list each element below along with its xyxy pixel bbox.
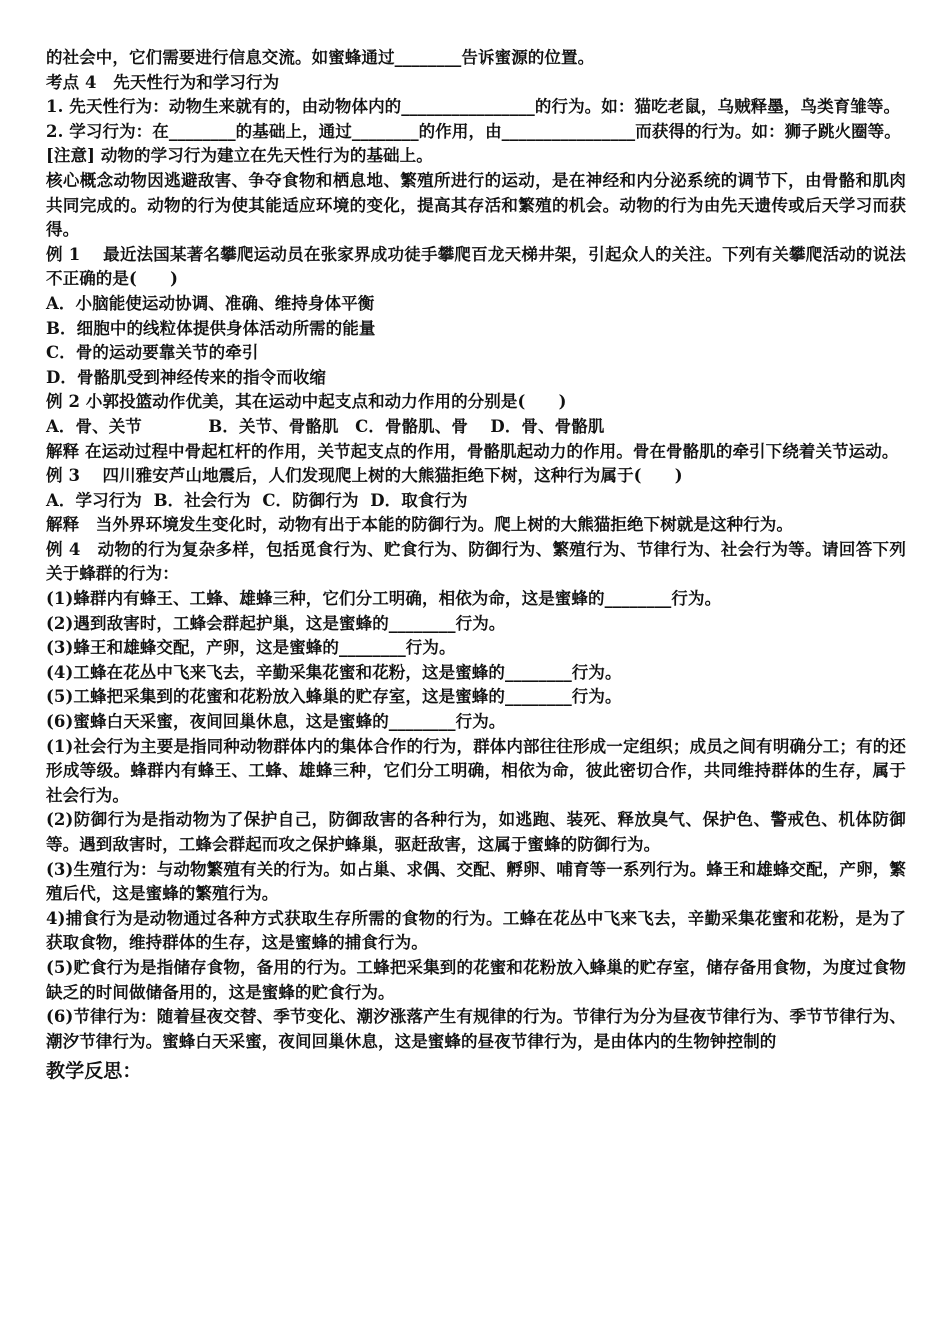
example-4-item-2: (2)遇到敌害时，工蜂会群起护巢，这是蜜蜂的________行为。 [46, 613, 506, 633]
answer-2: (2)防御行为是指动物为了保护自己，防御敌害的各种行为，如逃跑、装死、释放臭气、保护色、警戒色、机体防御等。遇到敌害时，工蜂会群起而攻之保护蜂巢，驱赶敌害，这属于蜜蜂的防御行为。 [46, 810, 906, 854]
answer-1: (1)社会行为主要是指同种动物群体内的集体合作的行为，群体内部往往形成一定组织；成员之间有明确分工；有的还形成等级。蜂群内有蜂王、工蜂、雄蜂三种，它们分工明确，相依为命，彼此密切合作，共同维持群体的生存，属于社会行为。 [46, 736, 906, 805]
example-1-option-c: C．骨的运动要靠关节的牵引 [46, 343, 259, 363]
paragraph-1: 的社会中，它们需要进行信息交流。如蜜蜂通过________告诉蜜源的位置。 [46, 48, 595, 67]
example-2-options: A．骨、关节 B．关节、骨骼肌 C．骨骼肌、骨 D．骨、骨骼肌 [46, 416, 605, 436]
example-4-item-1: (1)蜂群内有蜂王、工蜂、雄蜂三种，它们分工明确，相依为命，这是蜜蜂的________行为。 [46, 589, 722, 609]
answer-3: (3)生殖行为：与动物繁殖有关的行为。如占巢、求偶、交配、孵卵、哺育等一系列行为。蜂王和雄蜂交配，产卵，繁殖后代，这是蜜蜂的繁殖行为。 [46, 859, 906, 904]
answer-4: 4)捕食行为是动物通过各种方式获取生存所需的食物的行为。工蜂在花丛中飞来飞去，辛勤采集花蜜和花粉，是为了获取食物，维持群体的生存，这是蜜蜂的捕食行为。 [46, 908, 906, 953]
example-3-options: A．学习行为 B．社会行为 C．防御行为 D．取食行为 [46, 490, 468, 510]
example-3-explanation: 解释 当外界环境发生变化时，动物有出于本能的防御行为。爬上树的大熊猫拒绝下树就是这种行为。 [46, 515, 793, 535]
example-1-option-d: D．骨骼肌受到神经传来的指令而收缩 [46, 367, 327, 387]
example-1-option-b: B．细胞中的线粒体提供身体活动所需的能量 [46, 318, 376, 338]
paragraph-innate: 1. 先天性行为：动物生来就有的，由动物体内的________________的行为。如：猫吃老鼠，乌贼释墨，鸟类育雏等。 [46, 97, 901, 117]
example-4-item-5: (5)工蜂把采集到的花蜜和花粉放入蜂巢的贮存室，这是蜜蜂的________行为。 [46, 687, 622, 707]
example-4-item-3: (3)蜂王和雄蜂交配，产卵，这是蜜蜂的________行为。 [46, 638, 456, 658]
example-1-question: 例 1 最近法国某著名攀爬运动员在张家界成功徒手攀爬百龙天梯井架，引起众人的关注。下列有关攀爬活动的说法不正确的是( ) [46, 244, 906, 289]
answer-6: (6)节律行为：随着昼夜交替、季节变化、潮汐涨落产生有规律的行为。节律行为分为昼夜节律行为、季节节律行为、潮汐节律行为。蜜蜂白天采蜜，夜间回巢休息，这是蜜蜂的昼夜节律行为，是由体内的生物钟控制的 [46, 1007, 906, 1051]
example-2-explanation: 解释 在运动过程中骨起杠杆的作用，关节起支点的作用，骨骼肌起动力的作用。骨在骨骼肌的牵引下绕着关节运动。 [46, 441, 899, 461]
paragraph-core-concept: 核心概念动物因逃避敌害、争夺食物和栖息地、繁殖所进行的运动，是在神经和内分泌系统的调节下，由骨骼和肌肉共同完成的。动物的行为使其能适应环境的变化，提高其存活和繁殖的机会。动物的行为由先天遗传或后天学习而获得。 [46, 170, 906, 240]
example-2-question: 例 2 小郭投篮动作优美，其在运动中起支点和动力作用的分别是( ) [46, 392, 567, 412]
example-1-option-a: A．小脑能使运动协调、准确、维持身体平衡 [46, 293, 375, 313]
example-4-item-6: (6)蜜蜂白天采蜜，夜间回巢休息，这是蜜蜂的________行为。 [46, 712, 506, 732]
example-4-item-4: (4)工蜂在花丛中飞来飞去，辛勤采集花蜜和花粉，这是蜜蜂的________行为。 [46, 662, 622, 682]
paragraph-note: [注意] 动物的学习行为建立在先天性行为的基础上。 [46, 146, 433, 166]
reflection-heading: 教学反思： [46, 1060, 142, 1083]
section-heading: 考点 4 先天性行为和学习行为 [46, 72, 280, 92]
paragraph-learning: 2. 学习行为：在________的基础上，通过________的作用，由________________而获得的行为。如：狮子跳火圈等。 [46, 121, 901, 141]
example-4-question: 例 4 动物的行为复杂多样，包括觅食行为、贮食行为、防御行为、繁殖行为、节律行为、社会行为等。请回答下列关于蜂群的行为： [46, 539, 906, 584]
answer-5: (5)贮食行为是指储存食物，备用的行为。工蜂把采集到的花蜜和花粉放入蜂巢的贮存室，储存备用食物，为度过食物缺乏的时间做储备用的，这是蜜蜂的贮食行为。 [46, 957, 906, 1002]
example-3-question: 例 3 四川雅安芦山地震后，人们发现爬上树的大熊猫拒绝下树，这种行为属于( ) [46, 466, 683, 486]
